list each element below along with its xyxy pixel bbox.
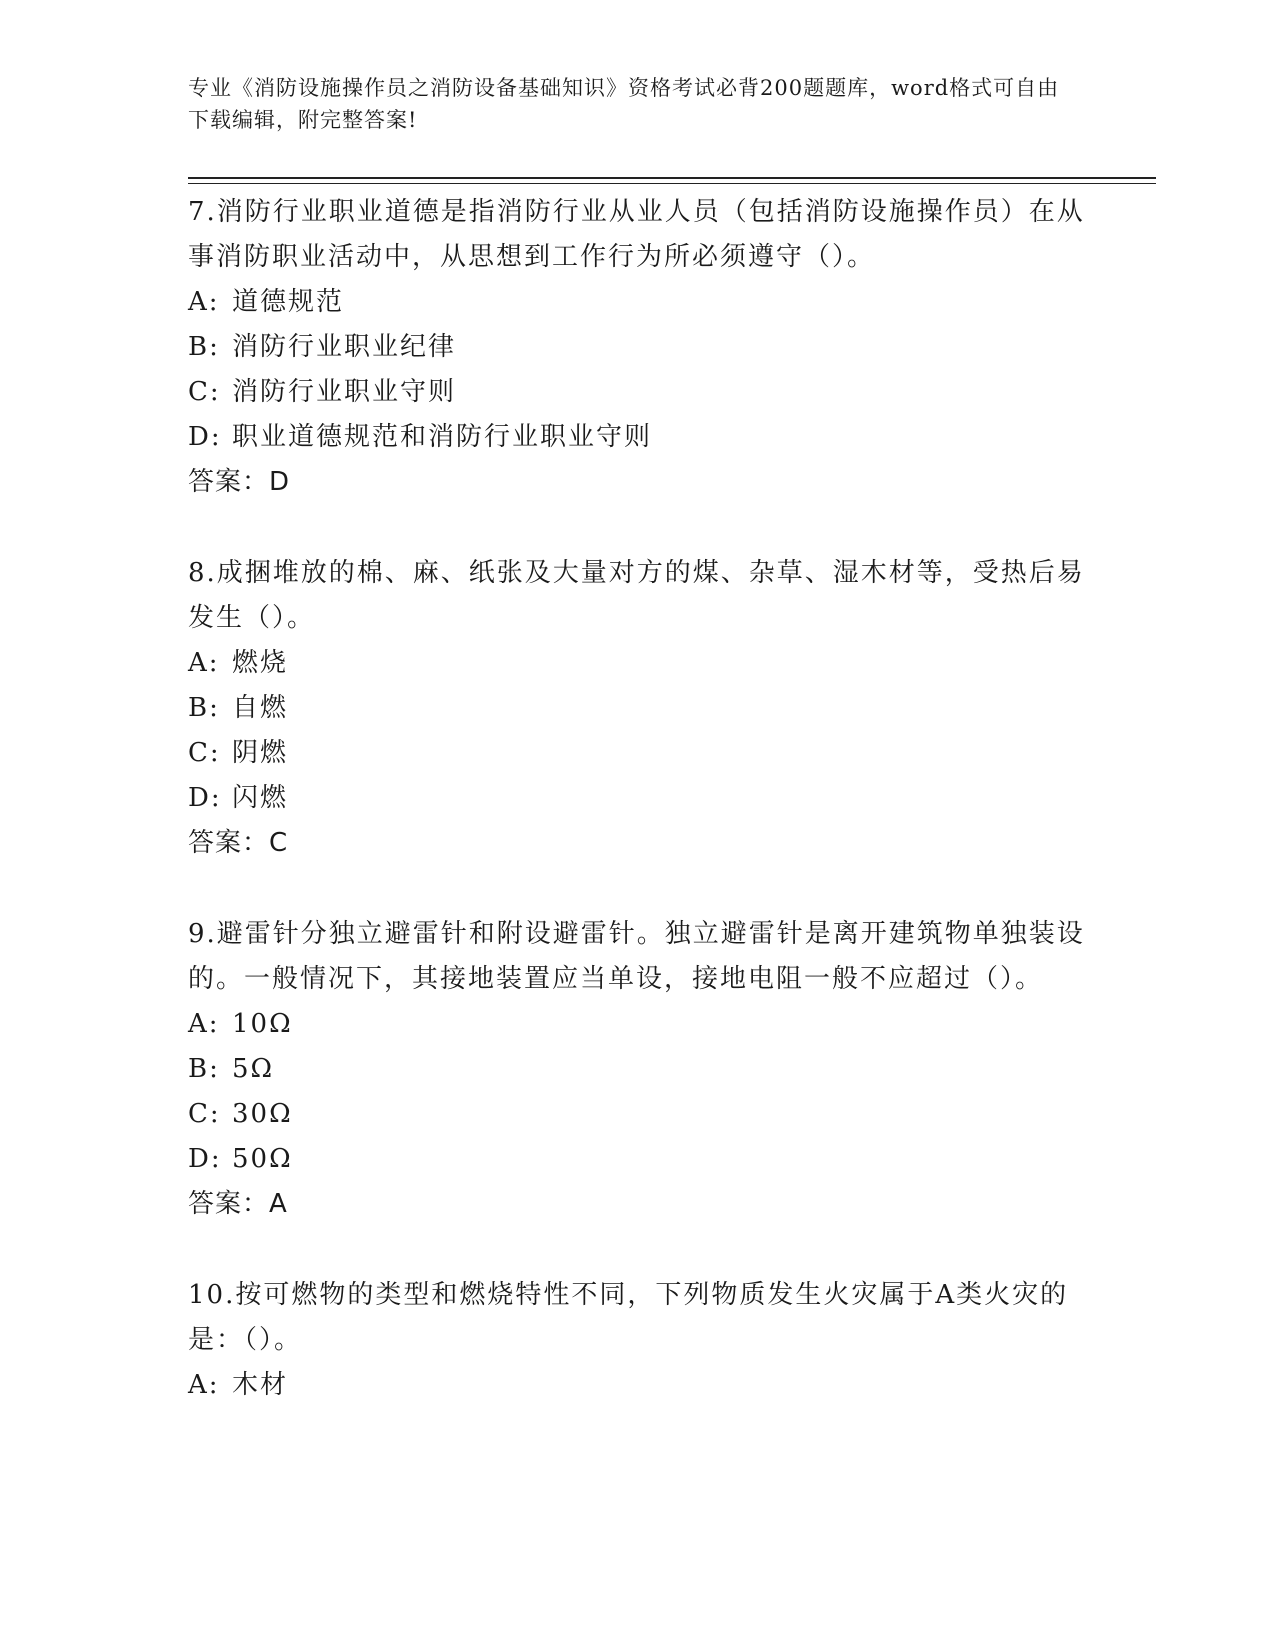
answer-line: 答案：D [188, 467, 291, 497]
option-c [188, 370, 1088, 415]
question-list [188, 190, 1088, 1408]
option-a [188, 641, 1088, 686]
option-key: D: [188, 783, 222, 813]
option-d [188, 1137, 1088, 1182]
option-text: 50Ω [232, 1144, 293, 1174]
document-header: 专业《消防设施操作员之消防设备基础知识》资格考试必背200题题库，word格式可自由下载编辑，附完整答案! [188, 76, 1060, 132]
option-a [188, 1002, 1088, 1047]
answer-line: 答案：C [188, 828, 289, 858]
header-rule-thin [188, 183, 1156, 184]
option-key: C: [188, 738, 221, 768]
option-key: B: [188, 1054, 220, 1084]
answer-line: 答案：A [188, 1189, 288, 1219]
question-gap [188, 1227, 1088, 1273]
question-7 [188, 190, 1088, 505]
option-key: D: [188, 1144, 222, 1174]
option-key: C: [188, 1099, 221, 1129]
option-text: 职业道德规范和消防行业职业守则 [232, 422, 653, 452]
option-b [188, 686, 1088, 731]
question-stem: 7.消防行业职业道德是指消防行业从业人员（包括消防设施操作员）在从事消防职业活动中，从思想到工作行为所必须遵守（）。 [188, 197, 1085, 272]
option-text: 30Ω [232, 1099, 293, 1129]
option-text: 消防行业职业纪律 [232, 332, 457, 362]
option-key: B: [188, 693, 220, 723]
option-text: 阴燃 [232, 738, 289, 768]
option-key: C: [188, 377, 221, 407]
question-8 [188, 551, 1088, 866]
option-text: 道德规范 [232, 287, 345, 317]
question-gap [188, 505, 1088, 551]
option-text: 木材 [232, 1370, 289, 1400]
option-b [188, 1047, 1088, 1092]
option-a [188, 1363, 1088, 1408]
question-10 [188, 1273, 1088, 1408]
option-b [188, 325, 1088, 370]
option-text: 消防行业职业守则 [232, 377, 457, 407]
question-9 [188, 912, 1088, 1227]
option-key: A: [188, 1009, 220, 1039]
question-gap [188, 866, 1088, 912]
question-stem: 8.成捆堆放的棉、麻、纸张及大量对方的煤、杂草、湿木材等，受热后易发生（）。 [188, 558, 1085, 633]
option-key: A: [188, 648, 220, 678]
header-rule-thick [188, 177, 1156, 179]
option-text: 燃烧 [232, 648, 289, 678]
option-key: A: [188, 287, 220, 317]
option-key: D: [188, 422, 222, 452]
option-text: 5Ω [232, 1054, 275, 1084]
option-c [188, 731, 1088, 776]
question-stem: 9.避雷针分独立避雷针和附设避雷针。独立避雷针是离开建筑物单独装设的。一般情况下，其接地装置应当单设，接地电阻一般不应超过（）。 [188, 919, 1085, 994]
question-stem: 10.按可燃物的类型和燃烧特性不同，下列物质发生火灾属于A类火灾的是：（）。 [188, 1280, 1069, 1355]
option-key: A: [188, 1370, 220, 1400]
option-key: B: [188, 332, 220, 362]
option-c [188, 1092, 1088, 1137]
option-text: 自燃 [232, 693, 289, 723]
option-text: 闪燃 [232, 783, 289, 813]
option-a [188, 280, 1088, 325]
option-d [188, 415, 1088, 460]
option-d [188, 776, 1088, 821]
option-text: 10Ω [232, 1009, 293, 1039]
